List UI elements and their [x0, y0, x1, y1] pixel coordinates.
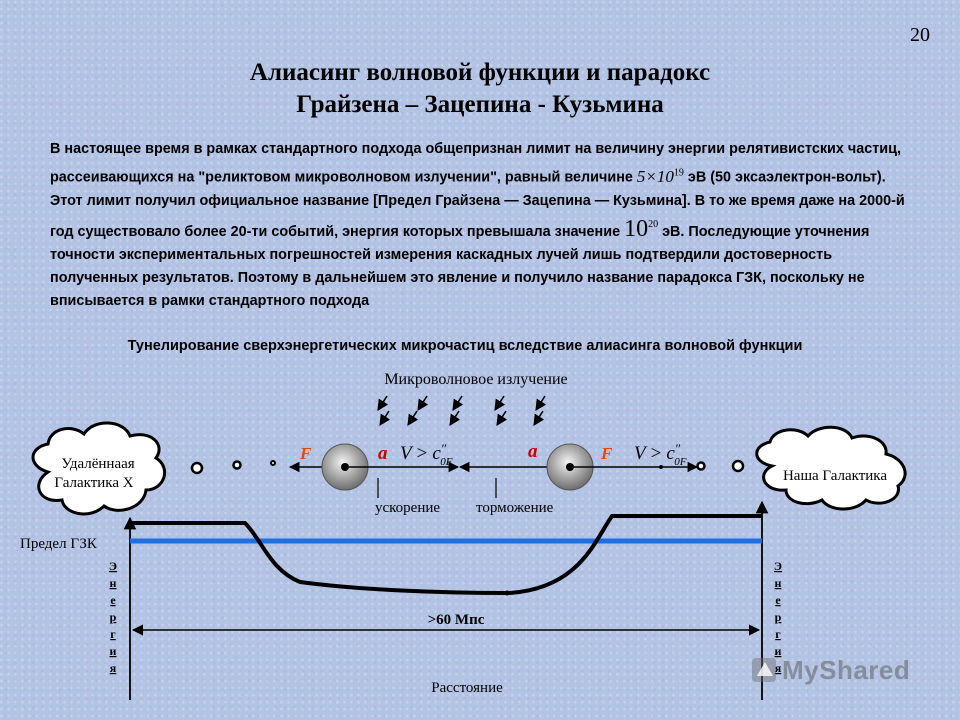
svg-text:г: г	[110, 627, 116, 641]
accel-label-left: a	[378, 443, 388, 464]
svg-text:Э: Э	[773, 559, 783, 573]
trail-dot	[733, 461, 743, 471]
left-galaxy-label-line2: Галактика Х	[54, 475, 134, 491]
particle-center-right	[566, 463, 574, 471]
svg-text:н: н	[109, 576, 117, 590]
svg-text:р: р	[109, 610, 117, 624]
svg-text:и: и	[109, 644, 117, 658]
diagram-caption: Тунелирование сверхэнергетических микрочастиц вследствие алиасинга волновой функции	[127, 338, 803, 354]
left-particle-group	[290, 441, 458, 516]
energy-label-left	[109, 559, 117, 675]
microwave-arrow	[380, 411, 389, 425]
svg-text:е: е	[775, 593, 781, 607]
slide-title-line2: Грайзена – Зацепина - Кузьмина	[296, 91, 664, 118]
svg-text:Э: Э	[108, 559, 118, 573]
microwave-arrow	[408, 411, 417, 425]
trail-dot	[234, 462, 241, 469]
microwave-arrows	[378, 396, 545, 425]
microwave-arrow	[534, 411, 543, 425]
deceleration-label: торможение	[476, 500, 554, 516]
left-galaxy-cloud	[33, 423, 165, 514]
force-label-left: F	[300, 444, 312, 463]
microwave-arrow	[450, 411, 459, 425]
gzk-limit-label: Предел ГЗК	[20, 536, 97, 552]
formula-1e20: $10^{20}$	[624, 215, 659, 242]
trail-dot	[271, 461, 275, 465]
right-galaxy-label: Наша Галактика	[782, 468, 888, 484]
svg-text:я: я	[109, 661, 117, 675]
left-galaxy-label-line1: Удалённаая	[61, 456, 135, 472]
force-label-right: F	[601, 444, 613, 463]
right-galaxy-cloud	[757, 427, 905, 509]
svg-text:я: я	[774, 661, 782, 675]
formula-5e19: $5\times 10^{19}$	[636, 166, 684, 186]
microwave-arrow	[418, 396, 427, 410]
trail-dot	[192, 463, 202, 473]
watermark-logo-icon	[752, 658, 776, 682]
microwave-label: Микроволновое излучение	[384, 371, 568, 388]
microwave-arrow	[378, 396, 387, 410]
acceleration-label: ускорение	[375, 500, 441, 516]
svg-text:н: н	[774, 576, 782, 590]
velocity-formula-right: V > c″ 0F	[634, 441, 687, 468]
energy-curve	[130, 516, 762, 593]
microwave-arrow	[495, 396, 504, 410]
intro-text-2: эВ (50 эксаэлектрон-вольт). Этот лимит получил официальное название [Предел Грайзена — Зацепина — Кузьмина]. В то же время даже на 2000-й год существовало более 20-ти событий, энергия которых превышала значение	[50, 169, 905, 240]
curve-end-dot	[505, 591, 510, 596]
svg-text:и: и	[774, 644, 782, 658]
watermark: MyShared	[752, 655, 910, 686]
distance-axis-label: Расстояние	[431, 680, 503, 696]
intro-text-3: эВ. Последующие уточнения точности экспериментальных погрешностей измерения каскадных лучей лишь подтвердили достоверность полученных результатов. Поэтому в дальнейшем это явление и получило название парадокса ГЗК, поскольку не вписывается в рамки стандартного подхода	[50, 223, 870, 309]
distance-value: >60 Мпс	[427, 612, 485, 628]
page-number: 20	[910, 24, 930, 46]
microwave-arrow	[453, 396, 462, 410]
slide-title-line1: Алиасинг волновой функции и парадокс	[249, 59, 711, 86]
accel-label-right: a	[528, 441, 538, 462]
trail-dot	[698, 463, 705, 470]
microwave-arrow	[536, 396, 545, 410]
velocity-formula-left: V > c″ 0F	[400, 441, 453, 468]
svg-text:р: р	[774, 610, 782, 624]
svg-text:е: е	[110, 593, 116, 607]
svg-text:г: г	[775, 627, 781, 641]
right-particle-group	[460, 441, 697, 516]
microwave-arrow	[497, 411, 506, 425]
intro-text-1: В настоящее время в рамках стандартного подхода общепризнан лимит на величину энергии релятивистских частиц, рассеивающихся на "реликтовом микроволновом излучении", равный величине	[50, 141, 901, 186]
particle-center-left	[341, 463, 349, 471]
